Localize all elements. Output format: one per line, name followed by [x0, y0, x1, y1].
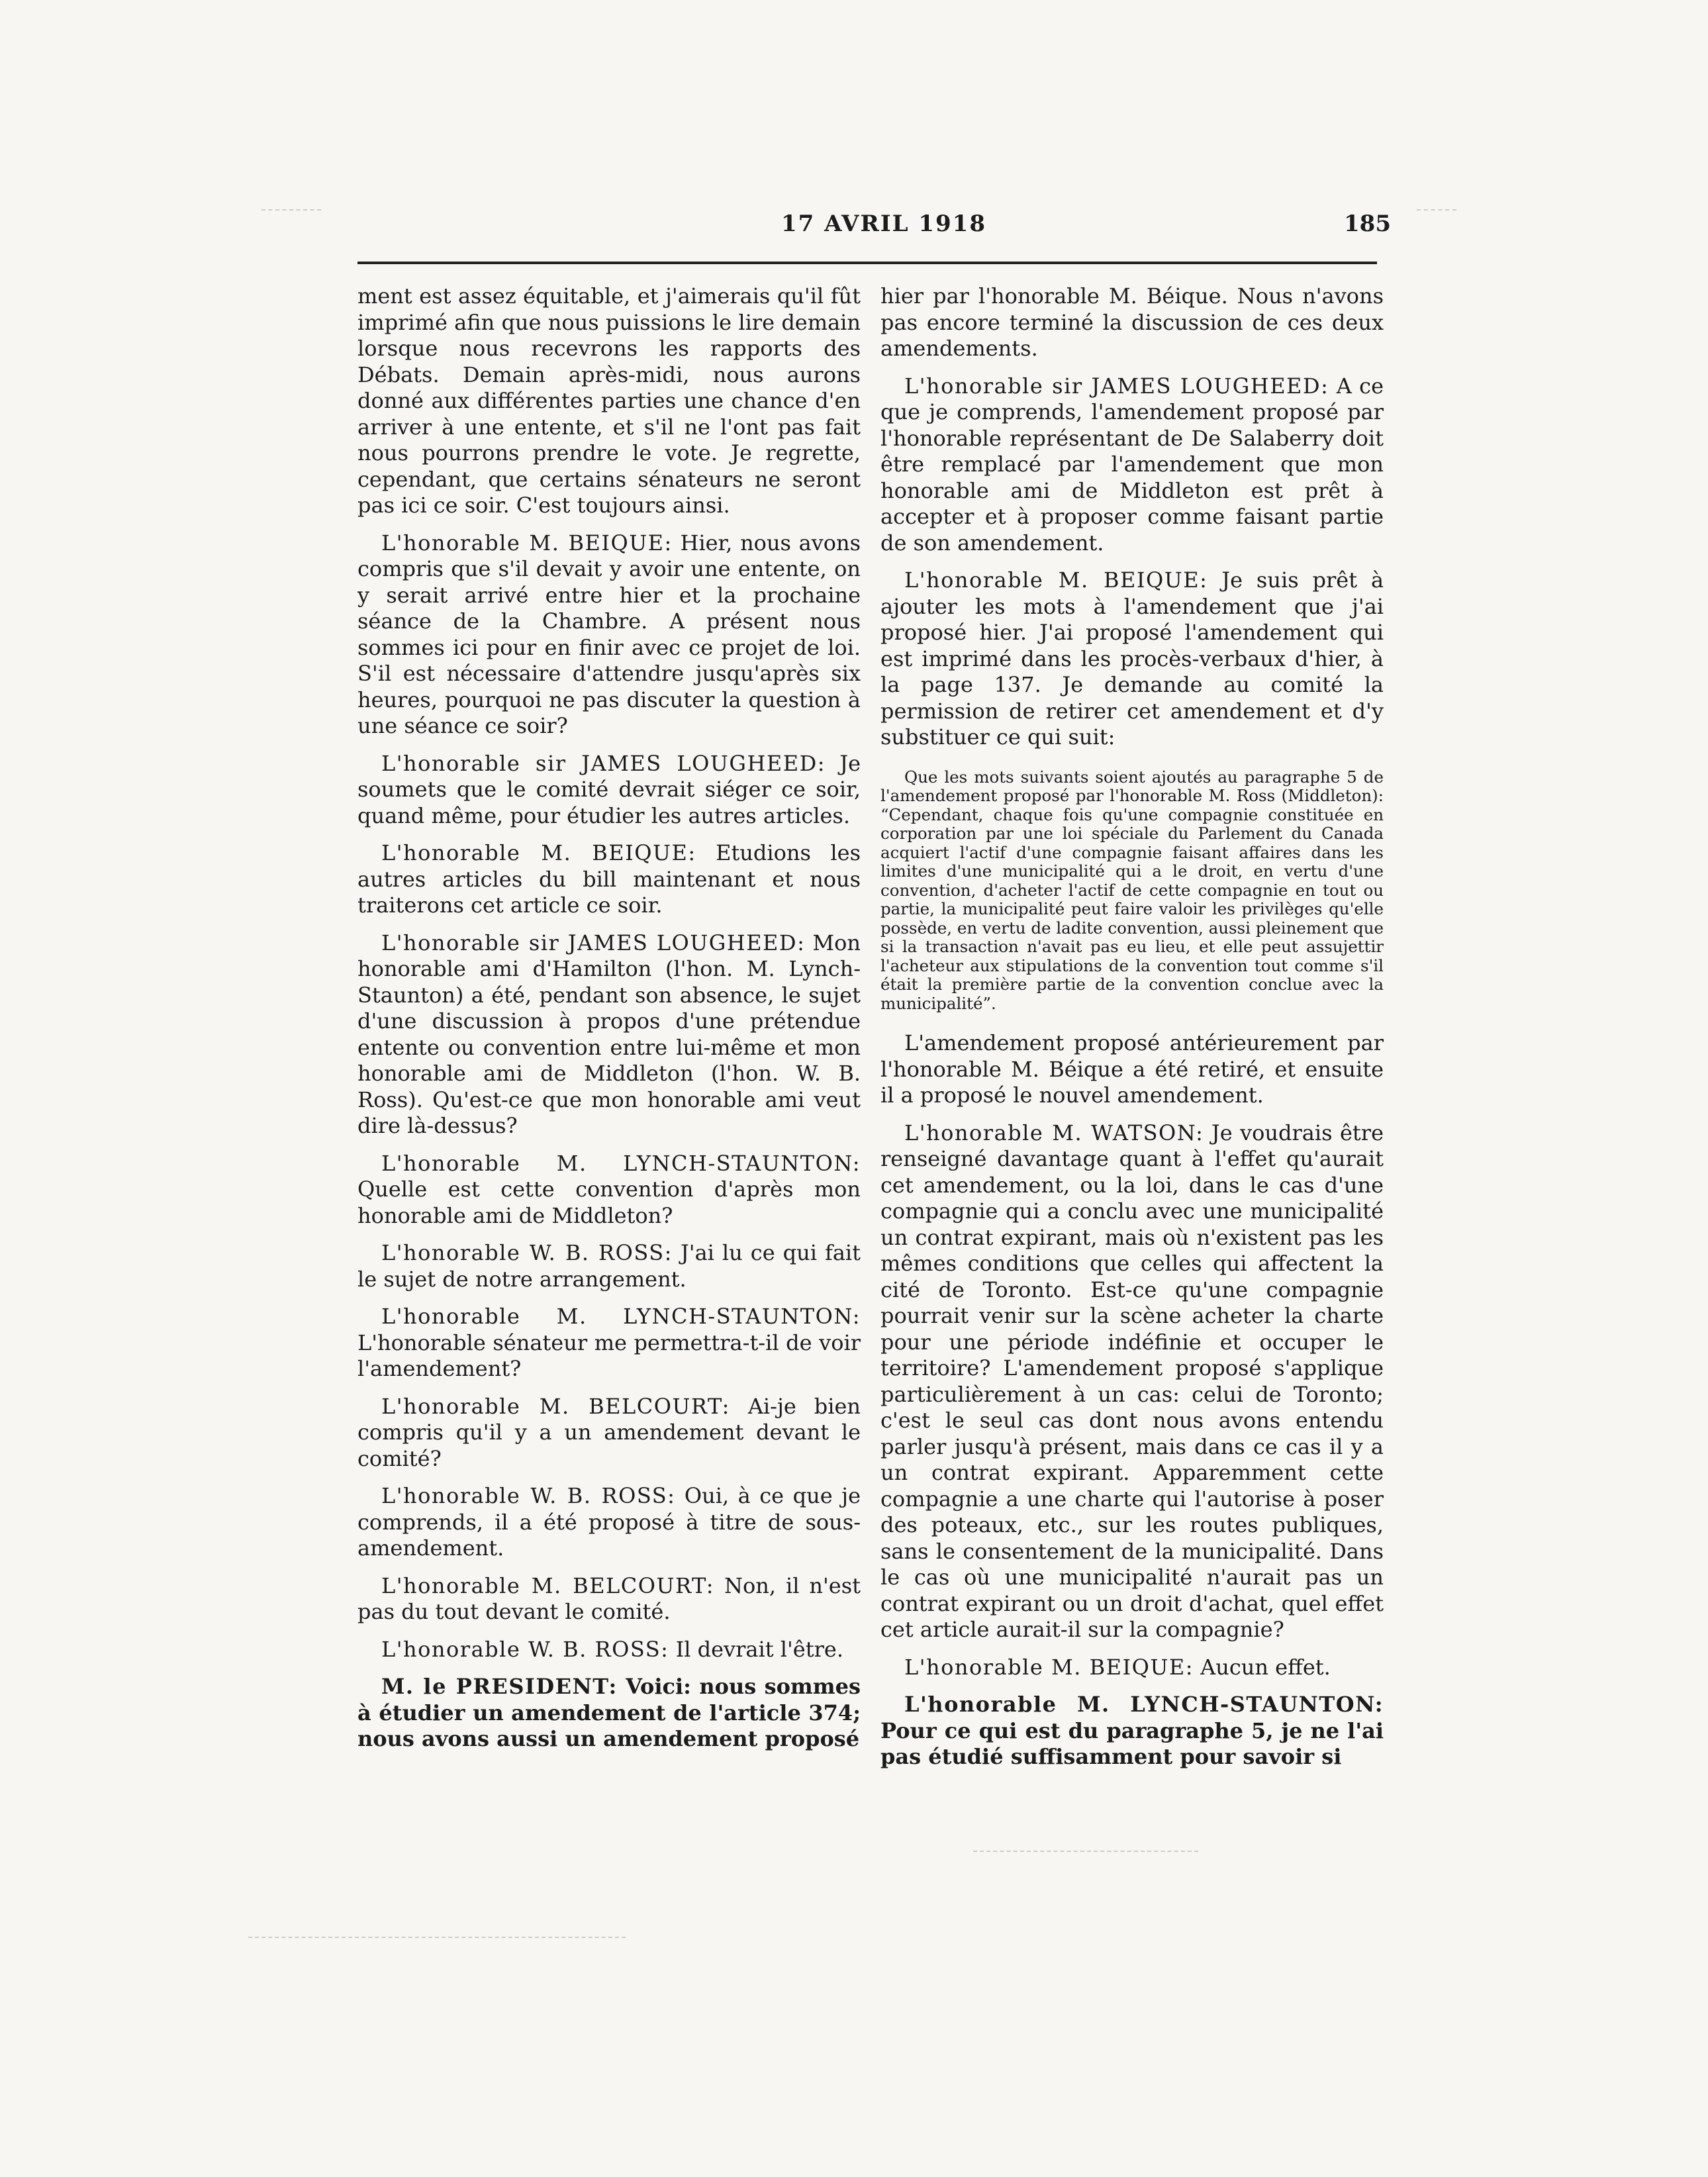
speaker: L'honorable M. BEIQUE:	[381, 530, 673, 556]
page-number: 185	[1344, 211, 1391, 237]
paragraph: L'honorable M. BEIQUE: Etudions les autres articles du bill maintenant et nous traiterons cet article ce soir.	[357, 840, 861, 918]
right-column	[880, 283, 1384, 1782]
speaker: L'honorable M. BELCOURT:	[381, 1572, 714, 1598]
left-column	[357, 283, 861, 1764]
paragraph: L'honorable M. BEIQUE: Je suis prêt à ajouter les mots à l'amendement que j'ai proposé hier. J'ai proposé l'amendement qui est imprimé dans les procès-verbaux d'hier, à la page 137. Je demande au comité la permission de retirer cet amendement et d'y substituer ce qui suit:	[880, 567, 1384, 750]
paragraph: L'honorable M. BELCOURT: Ai-je bien compris qu'il y a un amendement devant le comité?	[357, 1393, 861, 1471]
header-date: 17 AVRIL 1918	[781, 211, 986, 237]
page-header	[357, 211, 1391, 250]
speaker: L'honorable W. B. ROSS:	[381, 1483, 676, 1508]
speaker: L'honorable M. WATSON:	[904, 1120, 1204, 1145]
speaker: L'honorable M. BEIQUE:	[904, 1654, 1194, 1680]
paragraph: L'honorable M. LYNCH-STAUNTON: L'honorable sénateur me permettra-t-il de voir l'amendement?	[357, 1304, 861, 1381]
paragraph: L'honorable M. BEIQUE: Aucun effet.	[904, 1654, 1331, 1680]
quoted-amendment: Que les mots suivants soient ajoutés au paragraphe 5 de l'amendement proposé par l'honorable M. Ross (Middleton): “Cependant, chaque fois qu'une compagnie constituée en corporation par une loi spéciale du Parlement du Canada acquiert l'actif d'une compagnie faisant affaires dans les limites d'une municipalité qui a le droit, en vertu d'une convention, d'acheter l'actif de cette compagnie en tout ou partie, la municipalité peut faire valoir les privilèges qu'elle possède, en vertu de ladite convention, aussi pleinement que si la transaction n'avait pas eu lieu, et elle peut assujettir l'acheteur aux stipulations de la convention tout comme s'il était la première partie de la convention conclue avec la municipalité”.	[880, 767, 1384, 1013]
paragraph: L'honorable M. LYNCH-STAUNTON: Pour ce qui est du paragraphe 5, je ne l'ai pas étudié suffisamment pour savoir si	[880, 1692, 1384, 1769]
paragraph: L'honorable sir JAMES LOUGHEED: Mon honorable ami d'Hamilton (l'hon. M. Lynch-Staunton) a été, pendant son absence, le sujet d'une discussion à propos d'une prétendue entente ou convention entre lui-même et mon honorable ami de Middleton (l'hon. W. B. Ross). Qu'est-ce que mon honorable ami veut dire là-dessus?	[357, 930, 861, 1138]
speaker: M. le PRESIDENT:	[381, 1674, 618, 1699]
paragraph: L'honorable W. B. ROSS: Oui, à ce que je comprends, il a été proposé à titre de sous-amendement.	[357, 1483, 861, 1561]
paragraph: L'honorable M. LYNCH-STAUNTON: Quelle est cette convention d'après mon honorable ami de Middleton?	[357, 1150, 861, 1228]
speaker: L'honorable M. BEIQUE:	[381, 840, 696, 865]
speaker: L'honorable W. B. ROSS:	[381, 1636, 669, 1662]
paragraph: L'honorable W. B. ROSS: J'ai lu ce qui fait le sujet de notre arrangement.	[357, 1240, 861, 1292]
speaker: L'honorable M. BELCOURT:	[381, 1393, 730, 1419]
speaker: L'honorable M. LYNCH-STAUNTON:	[381, 1304, 861, 1329]
scan-edge-bottom-mid	[973, 1851, 1198, 1852]
paragraph: hier par l'honorable M. Béique. Nous n'avons pas encore terminé la discussion de ces deux amendements.	[880, 283, 1384, 361]
paragraph: L'honorable M. BELCOURT: Non, il n'est pas du tout devant le comité.	[357, 1572, 861, 1624]
speaker: L'honorable M. LYNCH-STAUNTON:	[904, 1692, 1384, 1717]
paragraph: ment est assez équitable, et j'aimerais qu'il fût imprimé afin que nous puissions le lire demain lorsque nous recevrons les rapports des Débats. Demain après-midi, nous aurons donné aux différentes parties une chance d'en arriver à une entente, et s'il ne l'ont pas fait nous pourrons prendre le vote. Je regrette, cependant, que certains sénateurs ne seront pas ici ce soir. C'est toujours ainsi.	[357, 283, 861, 518]
speaker: L'honorable sir JAMES LOUGHEED:	[904, 373, 1329, 399]
paragraph: L'honorable W. B. ROSS: Il devrait l'être.	[381, 1636, 843, 1662]
paragraph: L'honorable M. BEIQUE: Hier, nous avons compris que s'il devait y avoir une entente, on y serait arrivé entre hier et la prochaine séance de la Chambre. A présent nous sommes ici pour en finir avec ce projet de loi. S'il est nécessaire d'attendre jusqu'après six heures, pourquoi ne pas discuter la question à une séance ce soir?	[357, 530, 861, 738]
header-rule	[357, 262, 1377, 264]
speaker: L'honorable sir JAMES LOUGHEED:	[381, 750, 826, 776]
speaker: L'honorable W. B. ROSS:	[381, 1240, 673, 1265]
paragraph: L'honorable M. WATSON: Je voudrais être renseigné davantage quant à l'effet qu'aurait cet amendement, ou la loi, dans le cas d'une compagnie qui a conclu avec une municipalité un contrat expirant, mais où n'existent pas les mêmes conditions que celles qui affectent la cité de Toronto. Est-ce qu'une compagnie pourrait venir sur la scène acheter la charte pour une période indéfinie et occuper le territoire? L'amendement proposé s'applique particulièrement à un cas: celui de Toronto; c'est le seul cas dont nous avons entendu parler jusqu'à présent, mais dans ce cas il y a un contrat expirant. Apparemment cette compagnie a une charte qui l'autorise à poser des poteaux, etc., sur les routes publiques, sans le consentement de la municipalité. Dans le cas où une municipalité n'aurait pas un contrat expirant ou un droit d'achat, quel effet cet article aurait-il sur la compagnie?	[880, 1120, 1384, 1642]
speaker: L'honorable sir JAMES LOUGHEED:	[381, 930, 806, 955]
paragraph: L'amendement proposé antérieurement par l'honorable M. Béique a été retiré, et ensuite il a proposé le nouvel amendement.	[880, 1030, 1384, 1108]
paragraph: L'honorable sir JAMES LOUGHEED: Je soumets que le comité devrait siéger ce soir, quand même, pour étudier les autres articles.	[357, 750, 861, 828]
scan-edge-top	[261, 209, 321, 211]
speaker: L'honorable M. BEIQUE:	[904, 567, 1208, 593]
paragraph: M. le PRESIDENT: Voici: nous sommes à étudier un amendement de l'article 374; nous avons aussi un amendement proposé	[357, 1674, 861, 1751]
paragraph: L'honorable sir JAMES LOUGHEED: A ce que je comprends, l'amendement proposé par l'honorable représentant de De Salaberry doit être remplacé par l'amendement que mon honorable ami de Middleton est prêt à accepter et à proposer comme faisant partie de son amendement.	[880, 373, 1384, 556]
scan-edge-right	[1417, 209, 1456, 211]
speaker: L'honorable M. LYNCH-STAUNTON:	[381, 1150, 861, 1176]
scan-edge-bottom	[248, 1937, 626, 1938]
